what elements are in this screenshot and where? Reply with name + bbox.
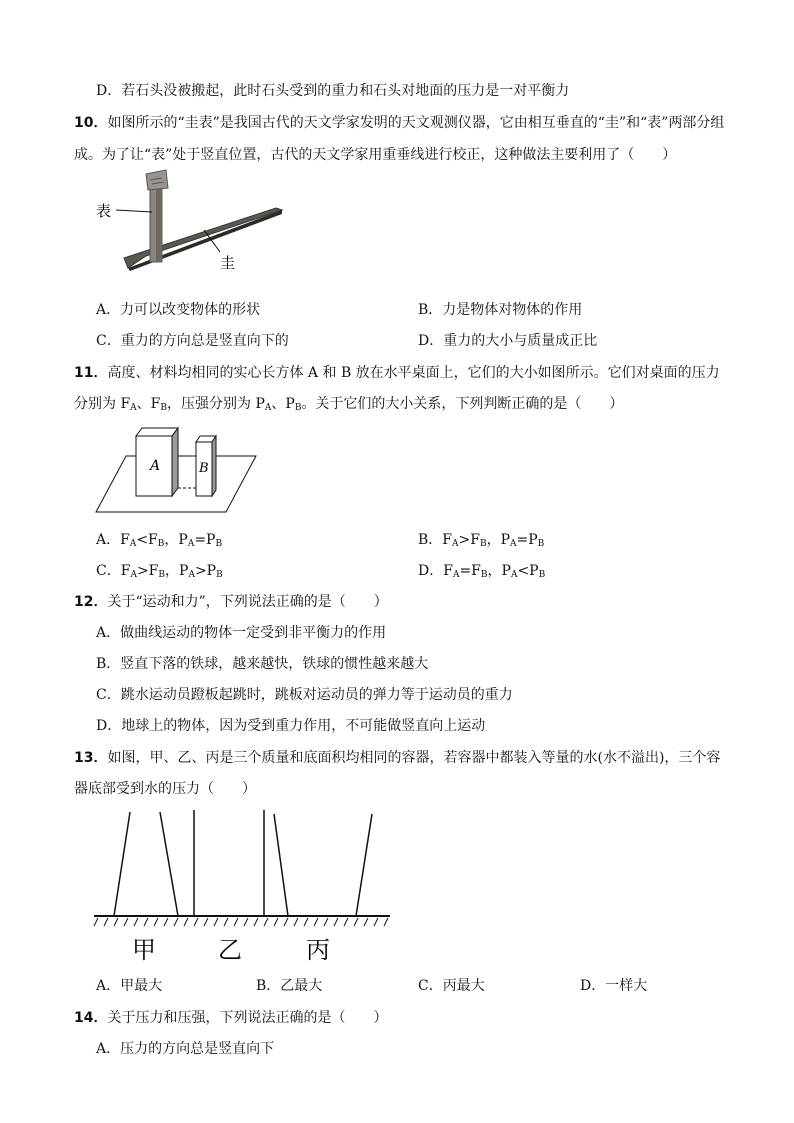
q11-number: 11． <box>74 365 108 381</box>
label-bing: 丙 <box>306 936 330 964</box>
label-yi: 乙 <box>218 936 242 964</box>
q12-option-d: D．地球上的物体，因为受到重力作用，不可能做竖直向上运动 <box>96 718 486 734</box>
container-jia <box>114 812 178 916</box>
q13-stem-text-1: 如图，甲、乙、丙是三个质量和底面积均相同的容器，若容器中都装入等量的水(水不溢出)，三个容 <box>107 750 721 766</box>
q14-stem-text: 关于压力和压强，下列说法正确的是（ ） <box>107 1010 388 1026</box>
containers-figure <box>92 810 392 970</box>
q13-option-b: B．乙最大 <box>256 978 323 994</box>
q13-option-d: D．一样大 <box>580 978 648 994</box>
q12-stem <box>74 592 388 612</box>
q13-option-c: C．丙最大 <box>418 978 485 994</box>
q12-option-a: A．做曲线运动的物体一定受到非平衡力的作用 <box>96 625 387 641</box>
label-gui: 圭 <box>220 254 236 272</box>
q10-option-d: D．重力的大小与质量成正比 <box>418 333 598 349</box>
q14-stem <box>74 1008 387 1028</box>
q11-option-c: C．$F_A>F_B$，$P_A>P_B$ <box>96 563 223 580</box>
q10-stem-text-1: 如图所示的“圭表”是我国古代的天文学家发明的天文观测仪器，它由相互垂直的“圭”和“表”两部分组 <box>107 115 725 131</box>
q12-stem-text: 关于“运动和力”，下列说法正确的是（ ） <box>107 594 388 610</box>
q10-option-c: C．重力的方向总是竖直向下的 <box>96 333 289 349</box>
container-bing <box>274 814 372 916</box>
container-yi <box>194 810 264 916</box>
q10-number: 10． <box>74 115 108 131</box>
q10-stem-line-2: 成。为了让“表”处于竖直位置，古代的天文学家用重垂线进行校正，这种做法主要利用了（ ） <box>74 147 677 163</box>
q9-option-d: D．若石头没被搬起，此时石头受到的重力和石头对地面的压力是一对平衡力 <box>96 83 570 99</box>
q10-option-a: A．力可以改变物体的形状 <box>96 302 261 318</box>
q12-number: 12． <box>74 594 108 610</box>
q13-stem-line-2: 器底部受到水的压力（ ） <box>74 781 256 797</box>
q12-option-b: B．竖直下落的铁球，越来越快，铁球的惯性越来越大 <box>96 656 429 672</box>
q11-option-a: A．$F_A<F_B$，$P_A=P_B$ <box>96 532 223 549</box>
q13-stem-line-1 <box>74 748 720 768</box>
label-a: A <box>150 458 161 474</box>
q13-option-a: A．甲最大 <box>96 978 163 994</box>
q12-option-c: C．跳水运动员蹬板起跳时，跳板对运动员的弹力等于运动员的重力 <box>96 687 513 703</box>
label-jia: 甲 <box>132 936 156 964</box>
q13-number: 13． <box>74 750 108 766</box>
q11-stem-text-1: 高度、材料均相同的实心长方体 A 和 B 放在水平桌面上，它们的大小如图所示。它们对桌面的压力 <box>107 365 720 381</box>
label-biao: 表 <box>96 202 112 220</box>
label-b: B <box>199 461 209 476</box>
blocks-figure <box>96 424 266 514</box>
q11-option-d: D．$F_A=F_B$，$P_A<P_B$ <box>418 563 546 580</box>
guibiao-figure <box>96 170 286 275</box>
q10-option-b: B．力是物体对物体的作用 <box>418 302 583 318</box>
q11-stem-line-1 <box>74 363 720 383</box>
q14-number: 14． <box>74 1010 108 1026</box>
q11-stem-line-2: 分别为 $F_A$、$F_B$，压强分别为 $P_A$、$P_B$。关于它们的大小关系，下列判断正确的是（ ） <box>74 396 624 413</box>
q11-option-b: B．$F_A>F_B$，$P_A=P_B$ <box>418 532 545 549</box>
gui-board <box>124 208 282 268</box>
q14-option-a: A．压力的方向总是竖直向下 <box>96 1041 275 1057</box>
q10-stem-line-1 <box>74 113 724 133</box>
